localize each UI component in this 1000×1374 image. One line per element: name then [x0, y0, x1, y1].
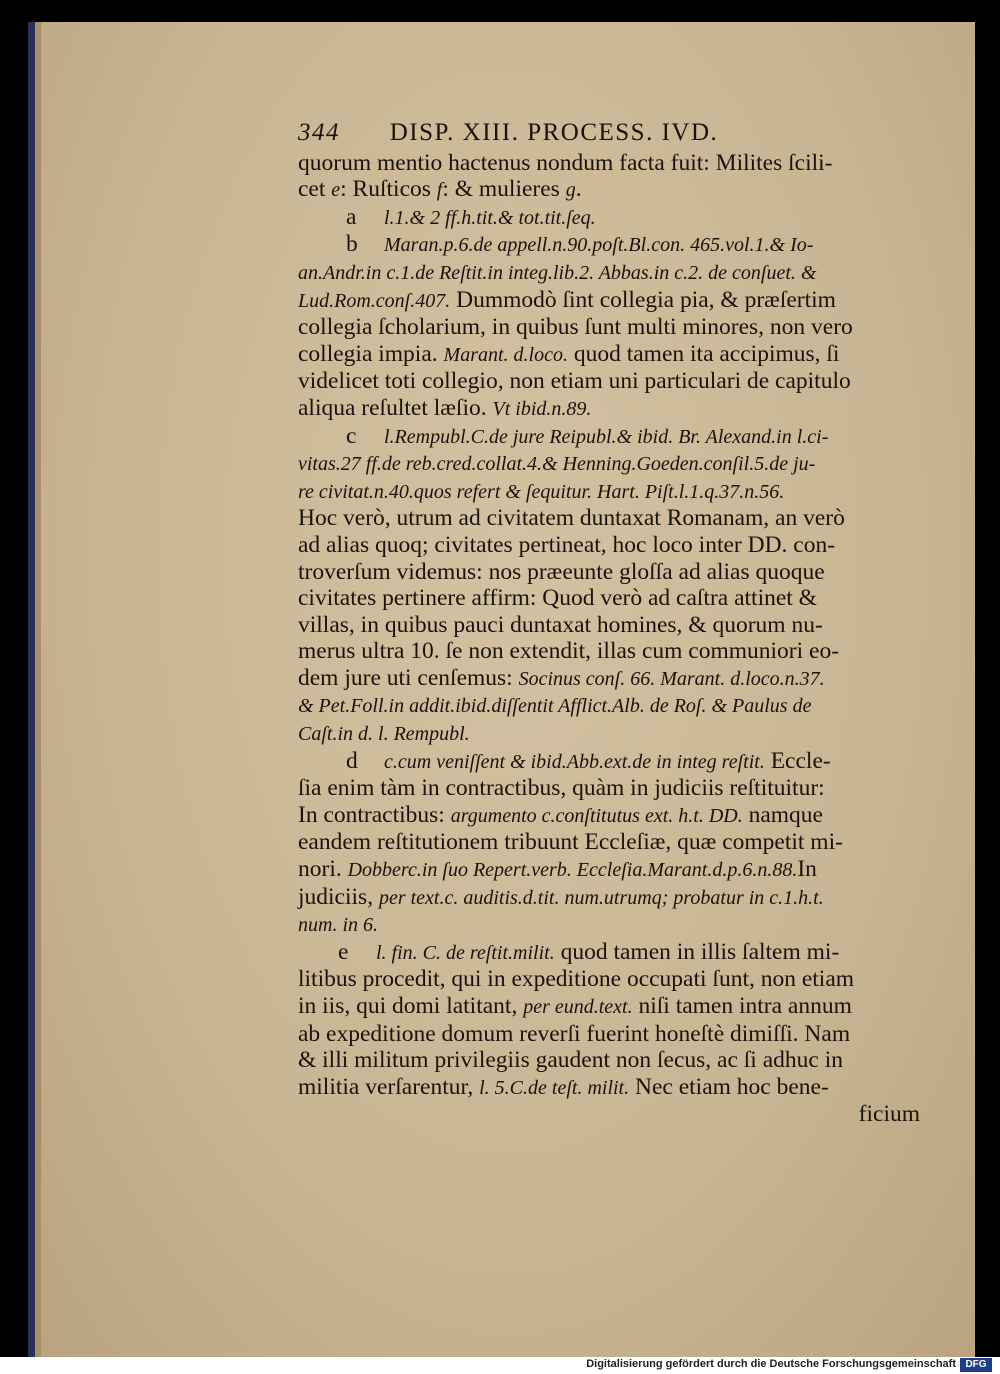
citation-text: an.Andr.in c.1.de Reſtit.in integ.lib.2. Abbas.in c.2. de conſuet. &	[298, 261, 817, 284]
citation-text: l. 5.C.de teſt. milit.	[479, 1076, 630, 1099]
citation-text: re civitat.n.40.quos refert & ſequitur. Hart. Piſt.l.1.q.37.n.56.	[298, 480, 785, 503]
citation-text: vitas.27 ff.de reb.cred.collat.4.& Henning.Goeden.conſil.5.de ju-	[298, 453, 816, 476]
body-text: In	[797, 856, 817, 883]
body-text: ad alias quoq; civitates pertineat, hoc loco inter DD. con-	[298, 531, 836, 558]
citation-text: g	[565, 179, 576, 202]
text-line	[298, 287, 928, 315]
body-text: ſia enim tàm in contractibus, quàm in judiciis reſtituitur:	[298, 775, 825, 802]
body-text: Eccle-	[764, 747, 831, 774]
citation-text: & Pet.Foll.in addit.ibid.diſſentit Afflict.Alb. de Roſ. & Paulus de	[298, 695, 812, 718]
body-text: troverſum videmus: nos præeunte gloſſa ad alias quoque	[298, 558, 825, 585]
text-line	[298, 911, 928, 939]
body-text: : & mulieres	[442, 176, 566, 203]
note-letter: c	[346, 422, 357, 449]
text-line	[298, 612, 928, 639]
text-line	[298, 231, 928, 259]
text-line	[298, 314, 928, 341]
binding-edge	[28, 22, 35, 1357]
citation-text: Marant. d.loco.	[443, 343, 568, 366]
text-line	[298, 665, 928, 693]
body-text: eandem reſtitutionem tribuunt Eccleſiæ, quæ competit mi-	[298, 829, 843, 856]
body-text: .	[575, 176, 582, 203]
body-text: militia verſarentur,	[298, 1073, 480, 1100]
text-line	[298, 585, 928, 612]
body-text: & illi militum privilegiis gaudent non ſecus, ac ſi adhuc in	[298, 1047, 843, 1074]
text-line	[298, 1047, 928, 1074]
text-line	[298, 748, 928, 776]
dfg-logo: DFG	[960, 1358, 992, 1372]
citation-text: per text.c. auditis.d.tit. num.utrumq; probatur in c.1.h.t.	[378, 886, 824, 909]
text-line	[298, 150, 928, 177]
note-letter: b	[346, 231, 358, 258]
body-text: villas, in quibus pauci duntaxat homines, & quorum nu-	[298, 611, 823, 638]
running-header	[298, 120, 928, 147]
catchword: ficium	[858, 1101, 920, 1128]
citation-text: Dobberc.in ſuo Repert.verb. Eccleſia.Marant.d.p.6.n.88.	[347, 859, 798, 882]
citation-text: Vt ibid.n.89.	[492, 397, 592, 420]
text-line	[298, 802, 928, 830]
page-number: 344	[298, 119, 340, 146]
text-line	[298, 395, 928, 423]
citation-text: f	[436, 179, 443, 202]
body-text: ab expeditione domum reverſi fuerint honeſtè dimiſſi. Nam	[298, 1020, 851, 1047]
body-text: litibus procedit, qui in expeditione occupati ſunt, non etiam	[298, 966, 855, 993]
page-text	[298, 120, 928, 1128]
body-text: videlicet toti collegio, non etiam uni particulari de capitulo	[298, 368, 851, 395]
text-line	[298, 423, 928, 451]
body-text: Nec etiam hoc bene-	[629, 1073, 829, 1100]
text-line	[298, 638, 928, 665]
body-text: merus ultra 10. ſe non extendit, illas cum communiori eo-	[298, 638, 840, 665]
body-text: : Ruſticos	[340, 176, 437, 203]
note-letter: d	[346, 747, 358, 774]
text-line	[298, 1074, 928, 1102]
text-line	[298, 966, 928, 993]
text-line	[298, 532, 928, 559]
body-text: cet	[298, 176, 332, 203]
body-text: quod tamen in illis ſaltem mi-	[554, 938, 840, 965]
text-line	[298, 829, 928, 856]
citation-text: num. in 6.	[298, 914, 378, 937]
citation-text: Caſt.in d. l. Rempubl.	[298, 723, 470, 746]
text-line	[298, 478, 928, 506]
body-text: civitates pertinere affirm: Quod verò ad caſtra attinet &	[298, 585, 817, 612]
text-line	[298, 692, 928, 720]
footer-bar	[0, 1357, 1000, 1374]
note-letter: a	[346, 203, 357, 230]
text-line	[298, 341, 928, 369]
citation-text: e	[331, 179, 341, 202]
body-text: In contractibus:	[298, 801, 451, 828]
citation-text: per eund.text.	[523, 996, 633, 1018]
body-text: nori.	[298, 856, 348, 883]
citation-text: l. fin. C. de reſtit.milit.	[376, 941, 555, 964]
footer-credit: Digitalisierung gefördert durch die Deutsche Forschungsgemeinschaft	[586, 1358, 956, 1370]
body-text: collegia impia.	[298, 340, 444, 367]
body-text: in iis, qui domi latitant,	[298, 993, 524, 1019]
citation-text: c.cum veniſſent & ibid.Abb.ext.de in integ reſtit.	[384, 750, 765, 773]
text-line	[298, 856, 928, 884]
text-line	[298, 993, 928, 1021]
text-line	[298, 884, 928, 912]
body-text: aliqua reſultet læſio.	[298, 394, 493, 421]
citation-text: argumento c.conſtitutus ext. h.t. DD.	[450, 804, 743, 827]
text-line	[298, 775, 928, 802]
citation-text: l.Rempubl.C.de jure Reipubl.& ibid. Br. Alexand.in l.ci-	[384, 425, 829, 448]
running-title: DISP. XIII. PROCESS. IVD.	[389, 119, 719, 146]
citation-text: l.1.& 2 ff.h.tit.& tot.tit.ſeq.	[384, 206, 596, 229]
text-line	[298, 1021, 928, 1048]
body-text: niſi tamen intra annum	[632, 993, 852, 1019]
citation-text: Maran.p.6.de appell.n.90.poſt.Bl.con. 465.vol.1.& Io-	[384, 234, 814, 257]
text-line	[298, 450, 928, 478]
note-letter: e	[338, 938, 349, 965]
text-line	[298, 559, 928, 586]
body-text: collegia ſcholarium, in quibus ſunt multi minores, non vero	[298, 314, 853, 341]
body-text: Dummodò ſint collegia pia, & præſertim	[450, 286, 836, 313]
text-lines	[298, 150, 928, 1102]
text-line	[298, 204, 928, 232]
text-line	[298, 259, 928, 287]
body-text: quorum mentio hactenus nondum facta fuit: Milites ſcili-	[298, 149, 833, 176]
citation-text: Socinus conſ. 66. Marant. d.loco.n.37.	[518, 667, 825, 690]
body-text: Hoc verò, utrum ad civitatem duntaxat Romanam, an verò	[298, 505, 845, 532]
text-line	[298, 505, 928, 532]
body-text: quod tamen ita accipimus, ſi	[567, 340, 840, 367]
body-text: dem jure uti cenſemus:	[298, 664, 519, 691]
body-text: judiciis,	[298, 883, 379, 910]
body-text: namque	[742, 801, 823, 828]
citation-text: Lud.Rom.conſ.407.	[298, 289, 451, 312]
text-line	[298, 176, 928, 204]
text-line	[298, 939, 928, 967]
text-line	[298, 368, 928, 395]
text-line	[298, 720, 928, 748]
